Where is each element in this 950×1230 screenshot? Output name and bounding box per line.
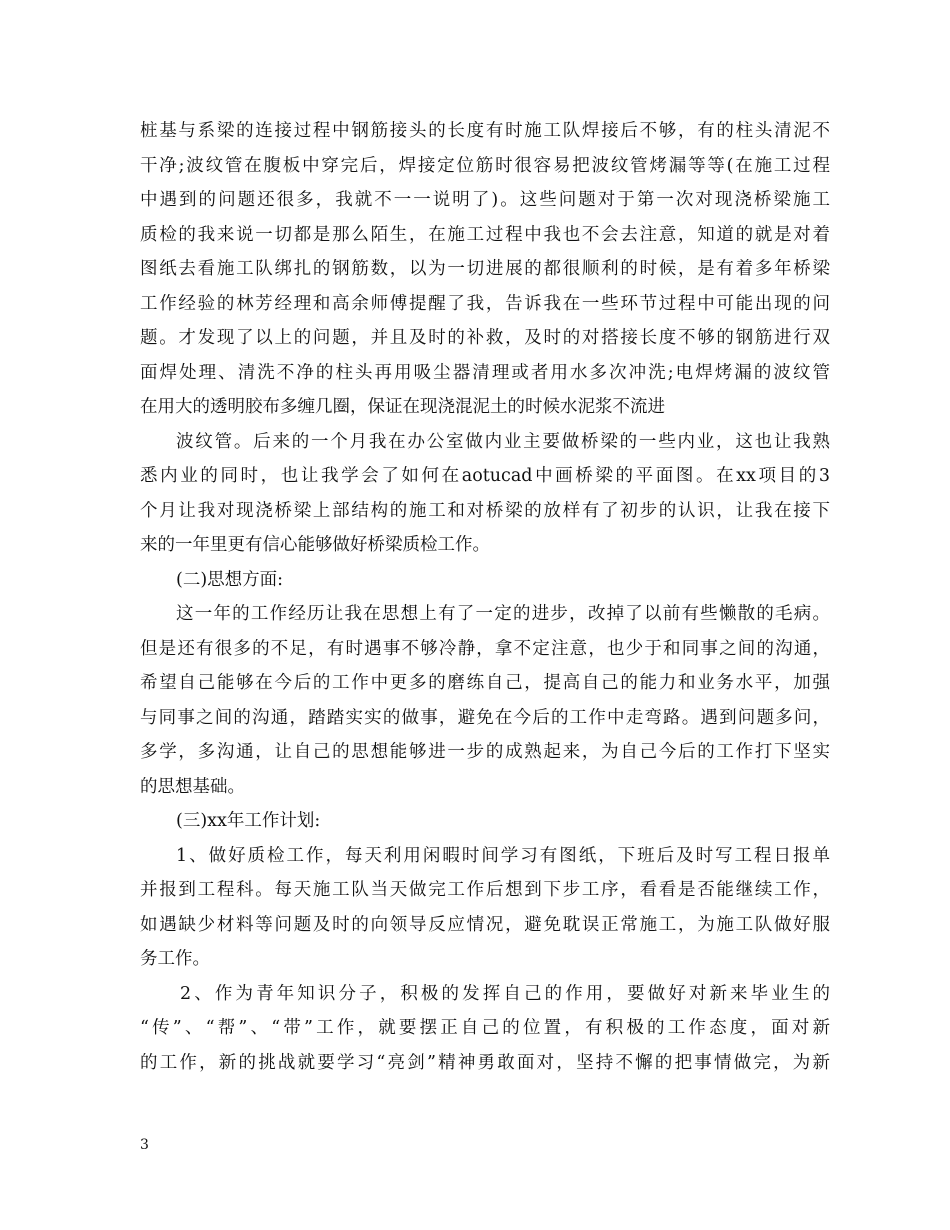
text-line: 与同事之间的沟通，踏踏实实的做事，避免在今后的工作中走弯路。遇到问题多问，	[140, 707, 830, 728]
section-heading: (三)xx年工作计划:	[176, 811, 321, 831]
text-line: 的工作，新的挑战就要学习“亮剑”精神勇敢面对，坚持不懈的把事情做完，为新	[140, 1052, 830, 1073]
text-line: 来的一年里更有信心能够做好桥梁质检工作。	[140, 535, 490, 555]
body-text	[140, 114, 830, 1080]
text-line: 希望自己能够在今后的工作中更多的磨练自己，提高自己的能力和业务水平，加强	[140, 673, 830, 693]
text-line: 的思想基础。	[140, 776, 245, 797]
text-line: 悉内业的同时，也让我学会了如何在aotucad中画桥梁的平面图。在xx项目的3	[140, 466, 830, 486]
text-line: 务工作。	[140, 949, 210, 969]
text-line: 并报到工程科。每天施工队当天做完工作后想到下步工序，看看是否能继续工作，	[140, 880, 830, 900]
text-line: 如遇缺少材料等问题及时的向领导反应情况，避免耽误正常施工，为施工队做好服	[140, 914, 830, 935]
text-line: 但是还有很多的不足，有时遇事不够冷静，拿不定注意，也少于和同事之间的沟通，	[140, 638, 830, 659]
text-line: 质检的我来说一切都是那么陌生，在施工过程中我也不会去注意，知道的就是对着	[140, 224, 830, 245]
text-line: 干净;波纹管在腹板中穿完后，焊接定位筋时很容易把波纹管烤漏等等(在施工过程	[140, 155, 830, 176]
section-heading: (二)思想方面:	[176, 569, 284, 590]
text-line: 波纹管。后来的一个月我在办公室做内业主要做桥梁的一些内业，这也让我熟	[176, 431, 830, 452]
text-line: 工作经验的林芳经理和高余师傅提醒了我，告诉我在一些环节过程中可能出现的问	[140, 293, 830, 314]
text-line: 1、做好质检工作，每天利用闲暇时间学习有图纸，下班后及时写工程日报单	[176, 845, 830, 866]
text-line: 多学，多沟通，让自己的思想能够进一步的成熟起来，为自己今后的工作打下坚实	[140, 742, 830, 762]
text-line: 面焊处理、清洗不净的柱头再用吸尘器清理或者用水多次冲洗;电焊烤漏的波纹管	[140, 362, 830, 383]
text-line: “传”、“帮”、“带”工作，就要摆正自己的位置，有积极的工作态度，面对新	[140, 1018, 830, 1038]
text-line: 个月让我对现浇桥梁上部结构的施工和对桥梁的放样有了初步的认识，让我在接下	[140, 500, 830, 521]
text-line: 在用大的透明胶布多缠几圈，保证在现浇混泥土的时候水泥浆不流进	[140, 397, 665, 417]
page-number: 3	[140, 1137, 149, 1153]
text-line: 2、作为青年知识分子，积极的发挥自己的作用，要做好对新来毕业生的	[180, 983, 830, 1004]
text-line: 桩基与系梁的连接过程中钢筋接头的长度有时施工队焊接后不够，有的柱头清泥不	[140, 121, 830, 141]
text-line: 这一年的工作经历让我在思想上有了一定的进步，改掉了以前有些懒散的毛病。	[176, 604, 830, 624]
text-line: 中遇到的问题还很多，我就不一一说明了)。这些问题对于第一次对现浇桥梁施工	[140, 190, 830, 210]
text-line: 题。才发现了以上的问题，并且及时的补救，及时的对搭接长度不够的钢筋进行双	[140, 328, 830, 348]
text-line: 图纸去看施工队绑扎的钢筋数，以为一切进展的都很顺利的时候，是有着多年桥梁	[140, 259, 830, 279]
